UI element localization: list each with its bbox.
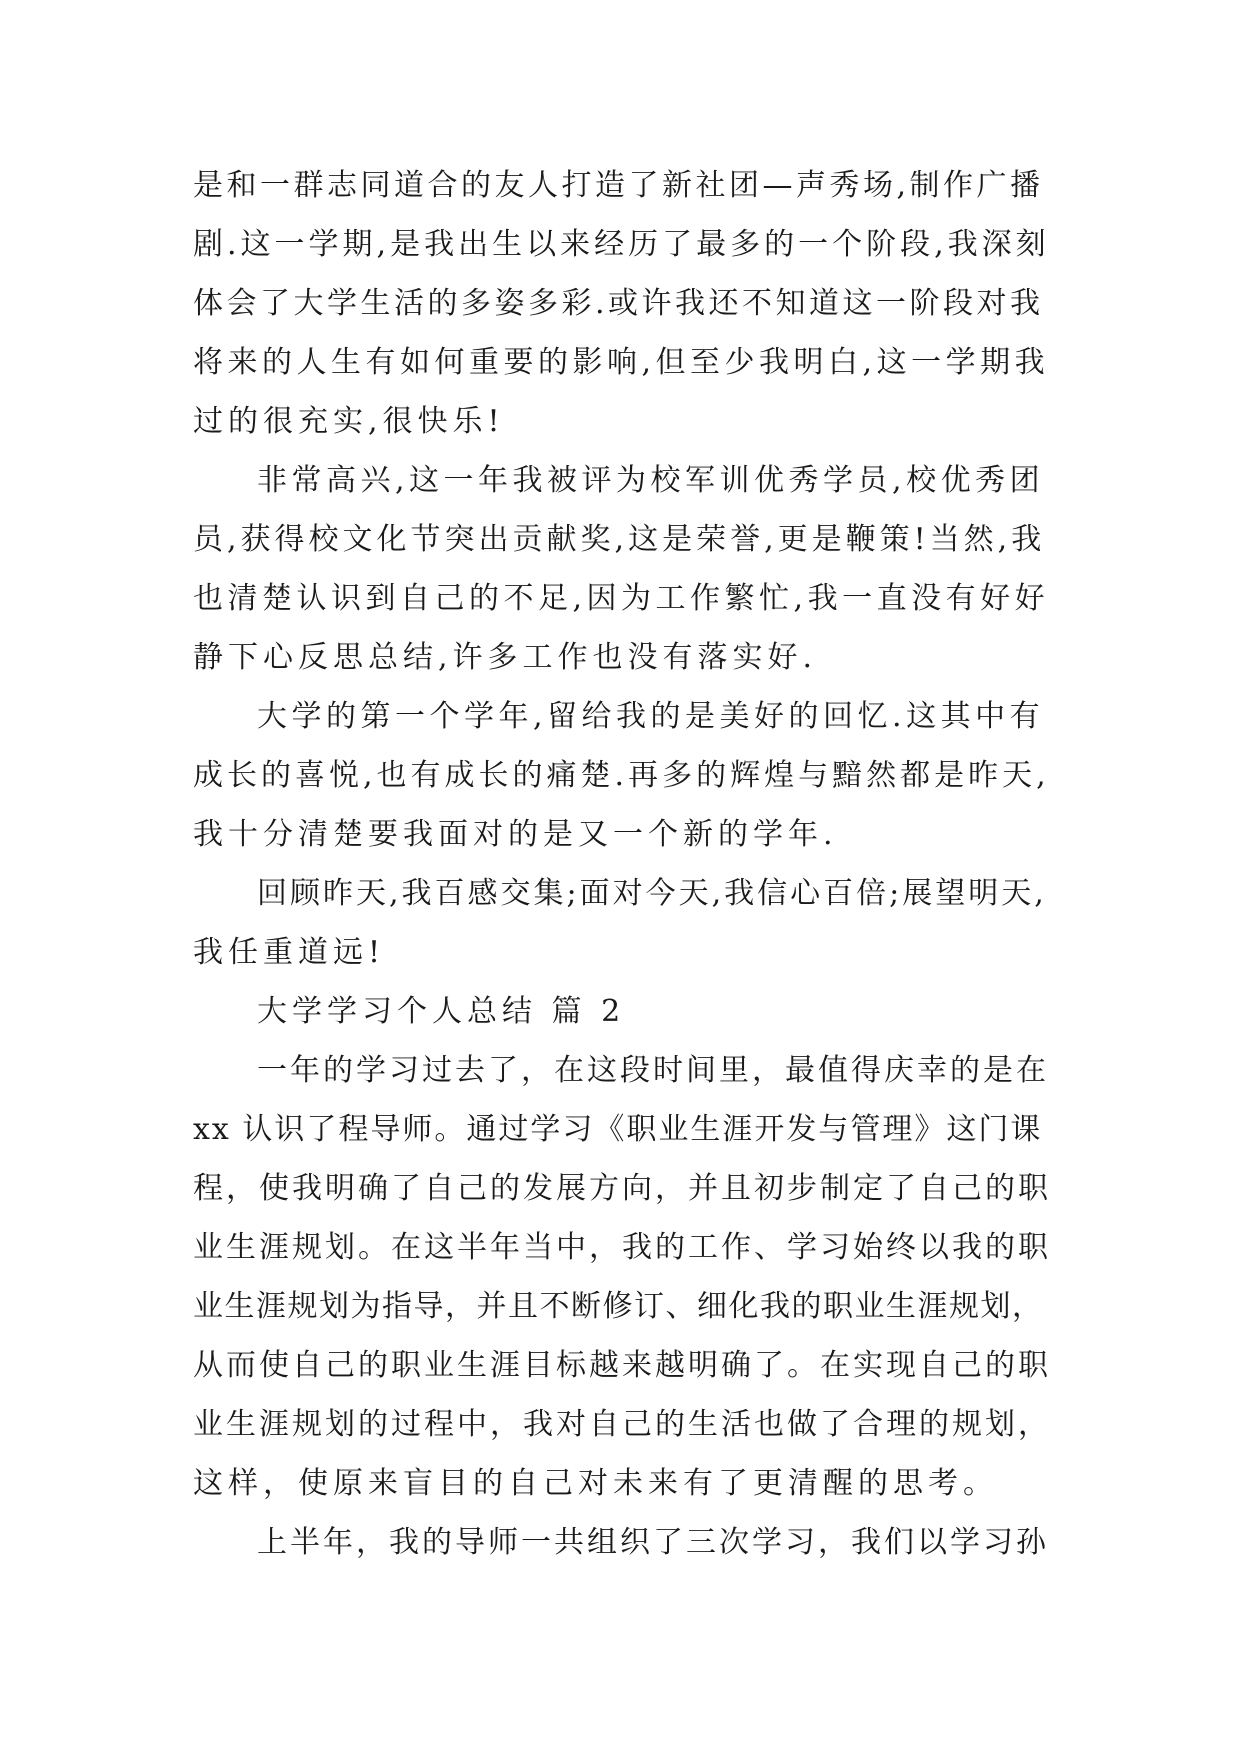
section-heading: 大学学习个人总结 篇 2 xyxy=(257,994,626,1029)
text-line: 员,获得校文化节突出贡献奖,这是荣誉,更是鞭策!当然,我 xyxy=(193,522,1046,557)
text-line: 我十分清楚要我面对的是又一个新的学年. xyxy=(193,817,838,852)
text-line: 业生涯规划为指导，并且不断修订、细化我的职业生涯规划， xyxy=(193,1289,1044,1324)
paragraph-first-line: 上半年，我的导师一共组织了三次学习，我们以学习孙 xyxy=(257,1525,1049,1560)
paragraph-first-line: 大学的第一个学年,留给我的是美好的回忆.这其中有 xyxy=(257,699,1045,734)
text-line: 将来的人生有如何重要的影响,但至少我明白,这一学期我 xyxy=(193,345,1050,380)
text-line: 程，使我明确了自己的发展方向，并且初步制定了自己的职 xyxy=(193,1171,1051,1206)
text-line: 从而使自己的职业生涯目标越来越明确了。在实现自己的职 xyxy=(193,1348,1051,1383)
text-line: 成长的喜悦,也有成长的痛楚.再多的辉煌与黯然都是昨天, xyxy=(193,758,1050,793)
paragraph-first-line: 非常高兴,这一年我被评为校军训优秀学员,校优秀团 xyxy=(257,463,1045,498)
text-line: 也清楚认识到自己的不足,因为工作繁忙,我一直没有好好 xyxy=(193,581,1050,616)
text-line: 我任重道远! xyxy=(193,935,386,970)
text-line: 静下心反思总结,许多工作也没有落实好. xyxy=(193,640,818,675)
text-line: 体会了大学生活的多姿多彩.或许我还不知道这一阶段对我 xyxy=(193,286,1044,321)
text-line: 业生涯规划的过程中，我对自己的生活也做了合理的规划， xyxy=(193,1407,1051,1442)
text-line: 业生涯规划。在这半年当中，我的工作、学习始终以我的职 xyxy=(193,1230,1051,1265)
paragraph-first-line: 回顾昨天,我百感交集;面对今天,我信心百倍;展望明天, xyxy=(257,876,1047,911)
paragraph-first-line: 一年的学习过去了，在这段时间里，最值得庆幸的是在 xyxy=(257,1053,1049,1088)
text-line: 这样，使原来盲目的自己对未来有了更清醒的思考。 xyxy=(193,1466,998,1501)
text-line: 剧.这一学期,是我出生以来经历了最多的一个阶段,我深刻 xyxy=(193,227,1050,262)
text-line: 过的很充实,很快乐! xyxy=(193,404,505,439)
text-line: xx 认识了程导师。通过学习《职业生涯开发与管理》这门课 xyxy=(193,1112,1043,1147)
text-line: 是和一群志同道合的友人打造了新社团—声秀场,制作广播 xyxy=(193,168,1044,203)
